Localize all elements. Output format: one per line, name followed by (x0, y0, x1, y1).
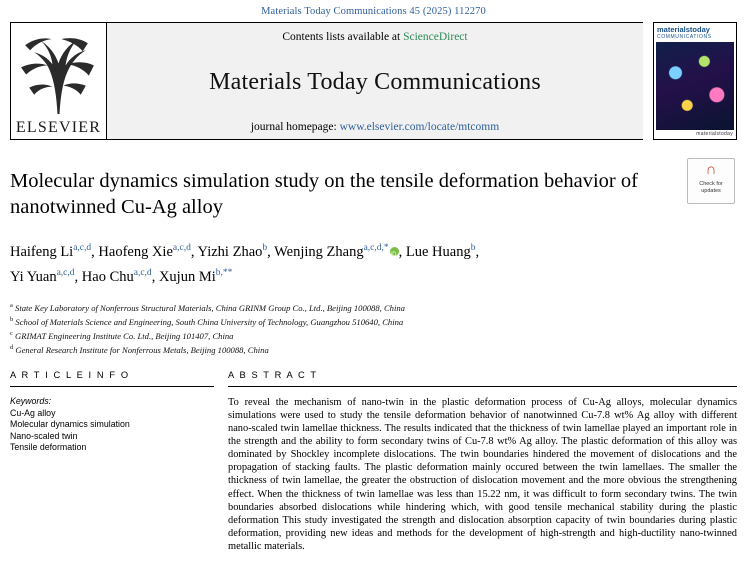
journal-cover-thumbnail (653, 22, 737, 140)
abstract-heading: A B S T R A C T (228, 369, 318, 380)
author-entry[interactable]: Xujun $Mi^{b,**}$ (158, 267, 233, 285)
affiliation-text: GRIMAT Engineering Institute Co. Ltd., Beijing 101407, China (15, 330, 234, 341)
abstract-block (228, 387, 737, 553)
author-entry[interactable]: Yi Yuan$^{a,c,d}$ (10, 267, 75, 285)
article-info-heading: A R T I C L E I N F O (10, 369, 130, 380)
journal-title: Materials Today Communications (209, 68, 541, 95)
keyword-item: Nano-scaled twin (10, 430, 78, 441)
keywords-label: Keywords: (10, 395, 52, 406)
section-headings-row (10, 370, 737, 387)
author-entry[interactable]: Haifeng Li$^{a,c,d}$ (10, 243, 92, 260)
journal-homepage-line (251, 121, 499, 133)
affiliation-mark: c (10, 329, 13, 337)
abstract-text: To reveal the mechanism of nano-twin in the plastic deformation process of Cu-Ag alloys, molecular dynamics simulations were used to study the tensile deformation behavior of nanotwinned Cu-7.8 wt% Ag alloy with different nano-scaled twin lamellae thickness. The results indicated that the thickness of twin lamellae played an important role in the strength and the ability to form secondary twins of Cu-7.8 wt% Ag alloy. The plastic deformation of this alloy was dominated by Shockley incomplete dislocations. The twin boundaries hindered the movement of dislocations and the propagation of stacking faults. The plastic deformation mainly occured between the twin lamellaes. The smaller the thickness of twin lamellae, the greater the obstruction of dislocation movement and the more obvious the strengthening effect. When the thickness of twin lamellae was less than 15.22 nm, it was difficult to form secondary twins. The twin boundaries absorbed dislocations while hindering which, with good tensile mechanical stability during the plastic deformation This study investigated the strength and dislocation absorption capacity of twin boundaries during plastic deformation, providing new ideas and methods for the development of high-strength and high-ductility nano-twinned metallic materials. (228, 396, 737, 552)
affiliation-text: General Research Institute for Nonferrous Metals, Beijing 100088, China (15, 344, 269, 355)
author-entry[interactable]: Haofeng Xie$^{a,c,d}$ (98, 243, 191, 260)
orcid-icon[interactable] (390, 247, 399, 256)
crossmark-line1: Check for (699, 181, 723, 187)
cover-artwork-image (656, 42, 734, 130)
journal-homepage-link[interactable]: www.elsevier.com/locate/mtcomm (339, 121, 500, 133)
keyword-item: Cu-Ag alloy (10, 407, 56, 418)
affiliation-item (10, 342, 737, 356)
article-title: Molecular dynamics simulation study on the tensile deformation behavior of nanotwinned Cu-Ag alloy (10, 170, 638, 218)
cover-subtitle-line: COMMUNICATIONS (657, 34, 712, 40)
crossmark-badge[interactable] (687, 158, 735, 204)
contents-prefix: Contents lists available at (282, 31, 404, 43)
author-affiliation-marks: a,c,d (172, 243, 191, 253)
author-entry[interactable]: Lue Huang$^b$ (405, 243, 476, 260)
author-entry[interactable]: Hao Chu$^{a,c,d}$ (81, 267, 152, 285)
author-affiliation-marks: b (262, 243, 268, 253)
journal-center-panel (107, 22, 643, 140)
cover-footer-text: materialstoday (696, 131, 733, 137)
affiliation-mark: b (10, 315, 14, 323)
journal-masthead (10, 22, 737, 142)
affiliation-list (10, 300, 737, 356)
author-affiliation-marks: b,** (215, 267, 233, 278)
elsevier-logo (10, 22, 107, 140)
author-affiliation-marks: a,c,d (73, 243, 92, 253)
article-info-column-head (10, 370, 228, 387)
keywords-block (10, 387, 228, 553)
author-entry[interactable]: Yizhi Zhao$^b$ (197, 243, 268, 260)
affiliation-item (10, 328, 737, 342)
keyword-item: Tensile deformation (10, 442, 87, 453)
crossmark-line2: updates (701, 188, 721, 194)
affiliation-item (10, 300, 737, 314)
elsevier-tree-icon (13, 25, 104, 118)
elsevier-wordmark: ELSEVIER (15, 119, 102, 136)
contents-available-line (282, 31, 467, 43)
keyword-item: Molecular dynamics simulation (10, 419, 130, 430)
cover-masthead-text (654, 23, 736, 42)
affiliation-text: State Key Laboratory of Nonferrous Structural Materials, China GRINM Group Co., Ltd., Beijing 100088, China (15, 302, 405, 313)
sciencedirect-link[interactable]: ScienceDirect (403, 31, 468, 43)
homepage-prefix: journal homepage: (250, 121, 340, 133)
article-body-row (10, 387, 737, 553)
author-list: Haifeng Li$^{a,c,d}$, Haofeng Xie$^{a,c,d}$, Yizhi Zhao$^b$, Wenjing Zhang$^{a,c,d,*}$ iD , Lue Huang$^b$, Yi Yuan$^{a,c,d}$, Hao Chu$^{a,c,d}$, Xujun $Mi^{b,**}$ (10, 238, 737, 288)
running-head: Materials Today Communications 45 (2025) 112270 (261, 6, 486, 17)
affiliation-text: School of Materials Science and Engineering, South China University of Technology, Guangzhou 510640, China (15, 316, 404, 327)
affiliation-mark: d (10, 343, 14, 351)
author-entry[interactable]: Wenjing Zhang$^{a,c,d,*}$ (274, 243, 389, 260)
author-affiliation-marks: a,c,d,* (363, 243, 389, 253)
author-affiliation-marks: a,c,d (56, 267, 75, 278)
cover-title-line: materialstoday (657, 25, 710, 34)
crossmark-icon: ∩ (705, 162, 717, 178)
affiliation-item (10, 314, 737, 328)
affiliation-mark: a (10, 301, 13, 309)
abstract-column-head (228, 370, 737, 387)
author-affiliation-marks: b (470, 243, 476, 253)
author-affiliation-marks: a,c,d (133, 267, 152, 278)
